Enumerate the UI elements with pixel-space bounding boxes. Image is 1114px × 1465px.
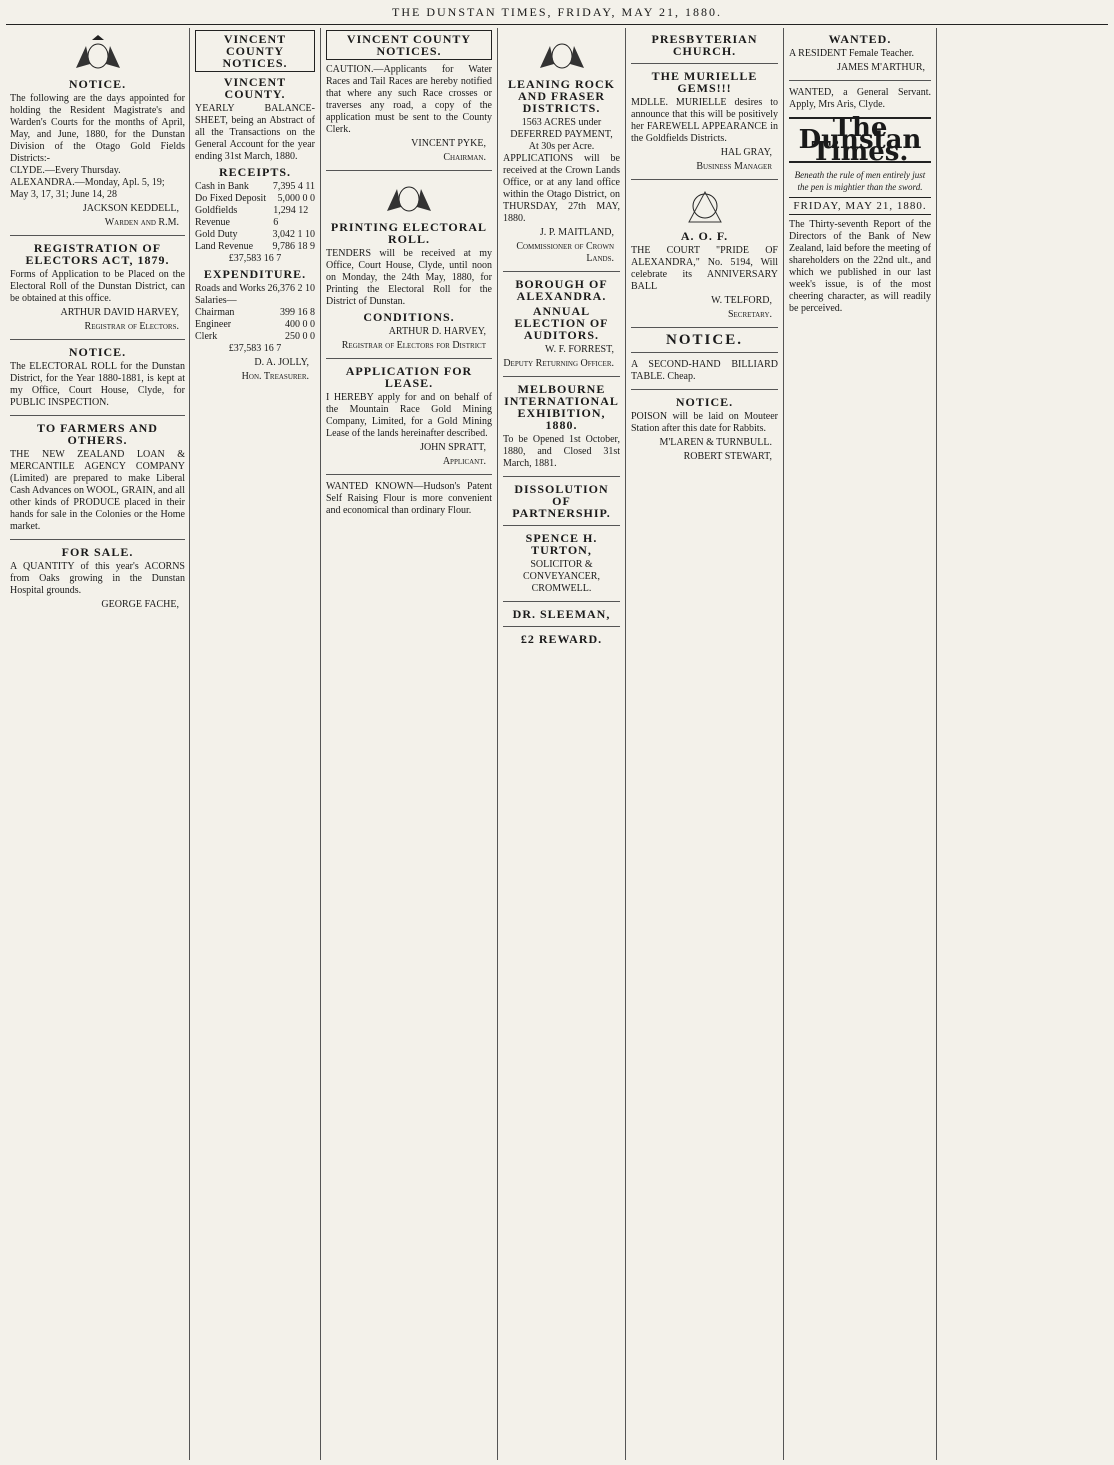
royal-crest-icon [379, 177, 439, 217]
dissolution-heading: DISSOLUTION OF PARTNERSHIP. [512, 482, 611, 520]
column-divider [320, 28, 321, 1460]
column-header: VINCENT COUNTY NOTICES. [195, 30, 315, 72]
secretary-role: Secretary. [727, 309, 772, 320]
solicitor-role: SOLICITOR & CONVEYANCER, CROMWELL. [523, 559, 600, 594]
notice-body: The following are the days appointed for holding the Resident Magistrate's and Warden's Courts for the months of April, May, and June, 1880, for the Dunstan Division of the Otago Gold Fields Districts:- [10, 93, 185, 164]
divider [503, 376, 620, 377]
divider [326, 170, 492, 171]
balance-intro: YEARLY BALANCE-SHEET, being an Abstract of all the Transactions on the General Account for the year ending 31st March, 1880. [195, 103, 315, 162]
page-masthead: THE DUNSTAN TIMES, FRIDAY, MAY 21, 1880. [392, 5, 722, 19]
doctor-name: DR. SLEEMAN, [512, 607, 611, 621]
divider [503, 626, 620, 627]
signatory-role: Warden and R.M. [104, 217, 179, 228]
farmers-heading: TO FARMERS AND OTHERS. [37, 421, 158, 447]
commissioner-role: Commissioner of Crown Lands. [516, 241, 614, 264]
registration-body: Forms of Application to be Placed on the Electoral Roll of the Dunstan District, can be obtained at this office. [10, 269, 185, 304]
rate-line: At 30s per Acre. [528, 141, 595, 152]
receipts-heading: RECEIPTS. [218, 165, 292, 179]
poison-heading: NOTICE. [675, 395, 734, 409]
expenditure-heading: EXPENDITURE. [203, 267, 307, 281]
manager-role: Business Manager [696, 161, 772, 172]
acres-line: 1563 ACRES under DEFERRED PAYMENT, [510, 117, 613, 140]
notice-heading: NOTICE. [68, 77, 127, 91]
manager-name: HAL GRAY, [720, 147, 772, 158]
wanted-body: A RESIDENT Female Teacher. [789, 48, 915, 59]
divider [631, 63, 778, 64]
court-body: THE COURT "PRIDE OF ALEXANDRA," No. 5194, Will celebrate its ANNIVERSARY BALL [631, 245, 778, 292]
advertiser-name: JAMES M'ARTHUR, [837, 62, 925, 73]
lease-body: I HEREBY apply for and on behalf of the Mountain Race Gold Mining Company, Limited, for a Gold Mining Lease of the lands hereinafter described. [326, 392, 492, 439]
wanted-heading: WANTED. [828, 32, 892, 46]
receipt-row: Goldfields Revenue 1,294 12 6 [195, 205, 309, 228]
station-name: M'LAREN & TURNBULL. [659, 437, 772, 448]
column-7 [938, 30, 1108, 1458]
commissioner-name: J. P. MAITLAND, [539, 227, 614, 238]
divider [10, 235, 185, 236]
secretary-name: W. TELFORD, [711, 295, 772, 306]
chairman-role: Chairman. [443, 152, 486, 163]
clyde-schedule: CLYDE.—Every Thursday. [10, 165, 121, 176]
treasurer-role: Hon. Treasurer. [241, 371, 309, 382]
registrar-role: Registrar of Electors for District [341, 340, 486, 351]
lease-heading: APPLICATION FOR LEASE. [345, 364, 473, 390]
divider [631, 389, 778, 390]
divider [10, 339, 185, 340]
divider [503, 525, 620, 526]
divider [631, 327, 778, 328]
returning-officer-role: Deputy Returning Officer. [503, 358, 614, 369]
column-4 [499, 30, 624, 1458]
expenditure-total: £37,583 16 7 [228, 343, 282, 354]
divider [789, 80, 931, 81]
column-header: VINCENT COUNTY NOTICES. [326, 30, 492, 60]
borough-heading: BOROUGH OF ALEXANDRA. [515, 277, 608, 303]
receipt-row: Do Fixed Deposit 5,000 0 0 [195, 193, 315, 204]
notice-heading: NOTICE. [666, 332, 743, 348]
divider [631, 179, 778, 180]
divider [503, 601, 620, 602]
foresters-crest-icon [675, 186, 735, 226]
receipt-row: Gold Duty 3,042 1 10 [195, 229, 315, 240]
registration-heading: REGISTRATION OF ELECTORS ACT, 1879. [25, 241, 170, 267]
expenditure-row: Salaries— [195, 295, 237, 306]
solicitor-name: SPENCE H. TURTON, [525, 531, 598, 557]
column-3 [322, 30, 496, 1458]
divider [503, 271, 620, 272]
expenditure-row: Engineer 400 0 0 [195, 319, 315, 330]
divider [503, 476, 620, 477]
sale-body: A QUANTITY of this year's ACORNS from Oaks growing in the Dunstan Hospital grounds. [10, 561, 185, 596]
reward-heading: £2 REWARD. [520, 632, 603, 646]
conditions-heading: CONDITIONS. [363, 310, 455, 324]
printing-heading: PRINTING ELECTORAL ROLL. [330, 220, 488, 246]
electoral-notice-body: The ELECTORAL ROLL for the Dunstan District, for the Year 1880-1881, is kept at my Office, Court House, Clyde, for PUBLIC INSPECTION. [10, 361, 185, 408]
electoral-notice-heading: NOTICE. [68, 345, 127, 359]
registrar-role: Registrar of Electors. [84, 321, 179, 332]
billiard-advert: A SECOND-HAND BILLIARD TABLE. Cheap. [631, 359, 778, 382]
farmers-body: THE NEW ZEALAND LOAN & MERCANTILE AGENCY COMPANY (Limited) are prepared to make Liberal Cash Advances on WOOL, GRAIN, and all other kinds of PRODUCE placed in their hands for sale in the Colonies or the Home market. [10, 449, 185, 532]
exhibition-heading: MELBOURNE INTERNATIONAL EXHIBITION, 1880. [504, 382, 619, 432]
divider [10, 415, 185, 416]
motto: Beneath the rule of men entirely just the pen is mightier than the sword. [794, 170, 926, 192]
column-divider [625, 28, 626, 1460]
murielle-heading: THE MURIELLE GEMS!!! [651, 69, 758, 95]
treasurer-name: D. A. JOLLY, [254, 357, 309, 368]
registrar-name: ARTHUR D. HARVEY, [388, 326, 486, 337]
signatory-name: JACKSON KEDDELL, [82, 203, 179, 214]
land-heading: LEANING ROCK AND FRASER DISTRICTS. [507, 77, 615, 115]
receipt-row: Cash in Bank 7,395 4 11 [195, 181, 315, 192]
expenditure-row: Clerk 250 0 0 [195, 331, 315, 342]
column-6 [785, 30, 935, 1458]
sale-heading: FOR SALE. [61, 545, 134, 559]
divider [326, 474, 492, 475]
editorial-article: The Thirty-seventh Report of the Directors of the Bank of New Zealand, laid before the meeting of shareholders on the 22nd ult., and which we published in our last week's issue, is of the most cheering character, as will readily be perceived. [789, 219, 931, 314]
royal-crest-icon [532, 34, 592, 74]
alexandra-schedule: ALEXANDRA.—Monday, Apl. 5, 19; May 3, 17, 31; June 14, 28 [10, 177, 165, 200]
masthead-rule [6, 24, 1108, 25]
aof-heading: A. O. F. [680, 229, 729, 243]
column-1 [6, 30, 189, 1458]
murielle-body: MDLLE. MURIELLE desires to announce that this will be positively her FAREWELL APPEARANCE in the Goldfields Districts. [631, 97, 778, 144]
auditors-heading: ANNUAL ELECTION OF AUDITORS. [514, 304, 609, 342]
registrar-name: ARTHUR DAVID HARVEY, [60, 307, 179, 318]
county-heading: VINCENT COUNTY. [223, 75, 287, 101]
chairman-name: VINCENT PYKE, [411, 138, 486, 149]
applicant-role: Applicant. [442, 456, 486, 467]
seller-name: GEORGE FACHE, [101, 599, 179, 610]
divider [10, 539, 185, 540]
caution-body: CAUTION.—Applicants for Water Races and Tail Races are hereby notified that where any such Race crosses or traverses any road, a copy of the application must be sent to the County Clerk. [326, 64, 492, 135]
servant-advert: WANTED, a General Servant. Apply, Mrs Aris, Clyde. [789, 87, 931, 110]
poison-body: POISON will be laid on Mouteer Station after this date for Rabbits. [631, 411, 778, 434]
receipts-total: £37,583 16 7 [228, 253, 282, 264]
divider [326, 358, 492, 359]
exhibition-body: To be Opened 1st October, 1880, and Closed 31st March, 1881. [503, 434, 620, 469]
royal-crest-icon [68, 34, 128, 74]
receipt-row: Land Revenue 9,786 18 9 [195, 241, 315, 252]
column-divider [189, 28, 190, 1460]
divider [631, 352, 778, 353]
expenditure-row: Chairman 399 16 8 [195, 307, 315, 318]
issue-date: FRIDAY, MAY 21, 1880. [789, 197, 931, 215]
printing-body: TENDERS will be received at my Office, Court House, Clyde, until noon on Monday, the 24th May, 1880, for Printing the Electoral Roll for the District of Dunstan. [326, 248, 492, 307]
column-2 [191, 30, 319, 1458]
column-divider [497, 28, 498, 1460]
column-divider [936, 28, 937, 1460]
land-body: APPLICATIONS will be received at the Crown Lands Office, or at any land office within the Otago District, on THURSDAY, 27th MAY, 1880. [503, 153, 620, 224]
column-divider [783, 28, 784, 1460]
column-5 [627, 30, 782, 1458]
church-heading: PRESBYTERIAN CHURCH. [651, 32, 758, 58]
flour-advert: WANTED KNOWN—Hudson's Patent Self Raising Flour is more convenient and economical than ordinary Flour. [326, 481, 492, 516]
manager-name: ROBERT STEWART, [683, 451, 772, 462]
applicant-name: JOHN SPRATT, [420, 442, 486, 453]
newspaper-title: The Dunstan Times. [789, 117, 931, 163]
expenditure-row: Roads and Works 26,376 2 10 [195, 283, 315, 294]
returning-officer-name: W. F. FORREST, [545, 344, 614, 355]
